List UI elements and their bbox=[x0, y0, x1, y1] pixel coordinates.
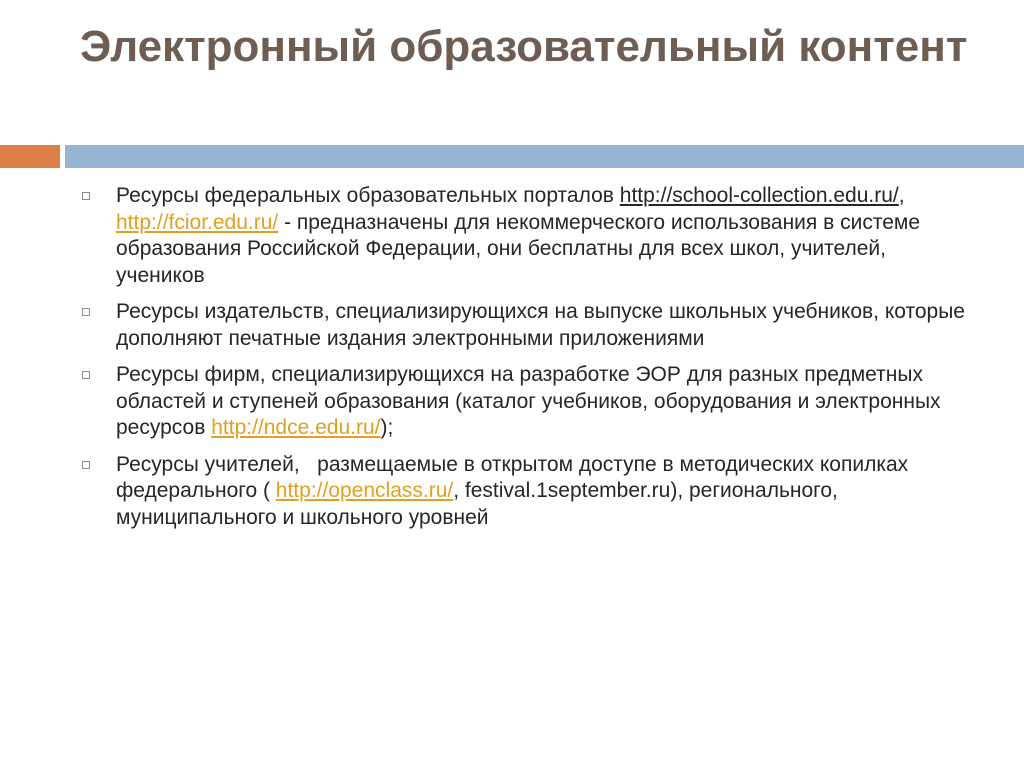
accent-bar-blue bbox=[65, 145, 1024, 168]
accent-bar-orange bbox=[0, 145, 60, 168]
square-bullet-icon bbox=[82, 461, 90, 469]
link-school-collection[interactable]: http://school-collection.edu.ru/ bbox=[619, 184, 899, 207]
square-bullet-icon bbox=[82, 192, 90, 200]
square-bullet-icon bbox=[82, 371, 90, 379]
item-text: Ресурсы фирм, специализирующихся на разработке ЭОР для разных предметных областей и ступеней образования (каталог учебников, оборудования и электронных ресурсов bbox=[116, 363, 947, 439]
item-text: - предназначены для некоммерческого использования в системе образования Российской Федерации, они бесплатны для всех школ, учителей, учеников bbox=[116, 210, 926, 287]
link-openclass[interactable]: http://openclass.ru/ bbox=[275, 479, 454, 502]
item-text: , bbox=[898, 184, 917, 207]
list-item-teachers bbox=[78, 452, 978, 532]
item-text: , festival.1september.ru), регионального, муниципального и школьного уровней bbox=[116, 479, 838, 529]
item-text: Ресурсы федеральных образовательных порталов bbox=[116, 184, 620, 207]
item-text: Ресурсы учителей, размещаемые в открытом доступе в методических копилках федерального ( bbox=[116, 452, 915, 502]
item-text: ); bbox=[380, 416, 394, 439]
item-text: Ресурсы издательств, специализирующихся на выпуске школьных учебников, которые дополняют печатные издания электронными приложениями bbox=[116, 300, 965, 350]
slide-title: Электронный образовательный контент bbox=[80, 22, 968, 71]
square-bullet-icon bbox=[82, 308, 90, 316]
link-ndce[interactable]: http://ndce.edu.ru/ bbox=[211, 416, 381, 439]
list-item-federal-portals bbox=[78, 183, 978, 289]
list-item-publishers bbox=[78, 299, 978, 352]
link-fcior[interactable]: http://fcior.edu.ru/ bbox=[116, 210, 279, 234]
content-list bbox=[78, 183, 978, 541]
list-item-firms bbox=[78, 362, 978, 442]
